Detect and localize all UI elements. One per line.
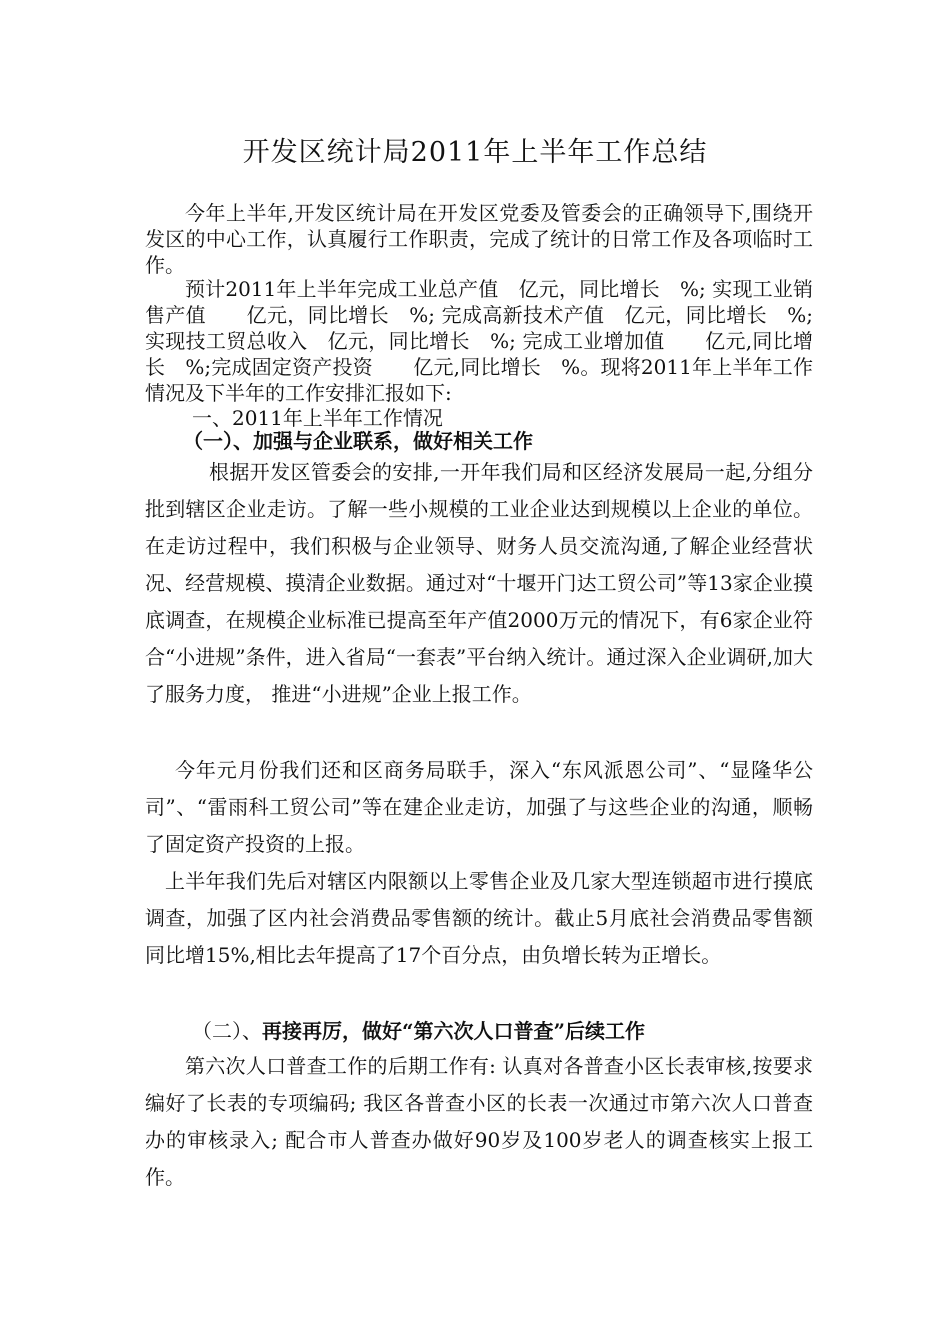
section-1-heading: 一、2011年上半年工作情况 xyxy=(192,406,443,430)
subsection-1-paragraph-3: 上半年我们先后对辖区内限额以上零售企业及几家大型连锁超市进行摸底调查，加强了区内社会消费品零售额的统计。截止5月底社会消费品零售额同比增15%,相比去年提高了17个百分点，由负增长转为正增长。 xyxy=(145,869,813,967)
subsection-1-paragraph-2: 今年元月份我们还和区商务局联手，深入“东风派恩公司”、“显隆华公司”、“雷雨科工贸公司”等在建企业走访，加强了与这些企业的沟通，顺畅了固定资产投资的上报。 xyxy=(145,758,813,856)
intro-paragraph-2: 预计2011年上半年完成工业总产值 亿元，同比增长 %; 实现工业销售产值 亿元，同比增长 %; 完成高新技术产值 亿元，同比增长 %; 实现技工贸总收入 亿元，同比增长 %; 完成工业增加值 亿元,同比增长 %;完成固定资产投资 亿元,同比增长 %。现将2011年上半年工作情况及下半年的工作安排汇报如下: xyxy=(145,277,813,405)
subsection-2-paragraph-1: 第六次人口普查工作的后期工作有: 认真对各普查小区长表审核,按要求编好了长表的专项编码; 我区各普查小区的长表一次通过市第六次人口普查办的审核录入; 配合市人普查办做好90岁及100岁老人的调查核实上报工作。 xyxy=(145,1054,813,1189)
subsection-2-heading-number: （二）、 xyxy=(192,1019,262,1043)
subsection-2-heading xyxy=(192,1015,645,1044)
subsection-1-heading: （一）、加强与企业联系，做好相关工作 xyxy=(183,429,533,453)
intro-paragraph-1: 今年上半年,开发区统计局在开发区党委及管委会的正确领导下,围绕开发区的中心工作，认真履行工作职责，完成了统计的日常工作及各项临时工作。 xyxy=(145,201,813,277)
document-title: 开发区统计局2011年上半年工作总结 xyxy=(242,137,708,168)
subsection-1-paragraph-1: 根据开发区管委会的安排,一开年我们局和区经济发展局一起,分组分批到辖区企业走访。了解一些小规模的工业企业达到规模以上企业的单位。在走访过程中，我们积极与企业领导、财务人员交流沟通,了解企业经营状况、经营规模、摸清企业数据。通过对“十堰开门达工贸公司”等13家企业摸底调查，在规模企业标准已提高至年产值2000万元的情况下，有6家企业符合“小进规”条件，进入省局“一套表”平台纳入统计。通过深入企业调研,加大了服务力度， 推进“小进规”企业上报工作。 xyxy=(145,460,813,706)
subsection-2-heading-text: 再接再厉，做好“第六次人口普查”后续工作 xyxy=(262,1019,646,1043)
